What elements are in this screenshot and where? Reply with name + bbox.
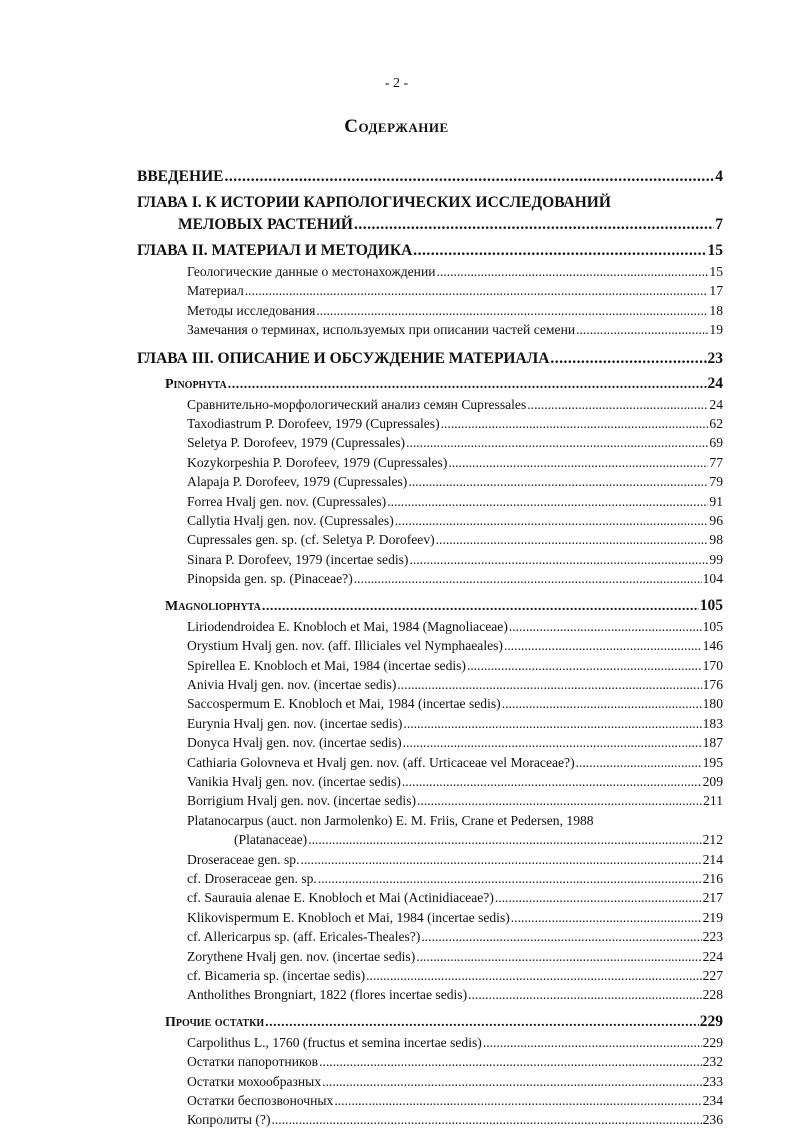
entry-label: ГЛАВА II. МАТЕРИАЛ И МЕТОДИКА [137,242,413,259]
entry-label: Carpolithus L., 1760 (fructus et semina incertae sedis) [187,1034,482,1050]
toc-subentry[interactable] [137,791,723,810]
dot-leader [527,395,708,414]
entry-label: Sinara P. Dorofeev, 1979 (incertae sedis) [187,551,409,567]
toc-subentry[interactable] [137,753,723,772]
entry-page: 229 [699,1012,723,1030]
entry-label: Liriodendroidea E. Knobloch et Mai, 1984 (Magnoliaceae) [187,618,508,634]
toc-subentry[interactable] [137,888,723,907]
dot-leader [366,966,701,985]
entry-page: 79 [709,474,723,490]
dot-leader [272,1110,702,1129]
entry-label: Замечания о терминах, используемых при описании частей семени [187,322,576,338]
entry-label: Pinophyta [165,376,227,392]
entry-label: Остатки беспозвоночных [187,1093,334,1109]
entry-label: Копролиты (?) [187,1112,271,1128]
toc-subentry[interactable] [137,1091,723,1110]
dot-leader [502,694,702,713]
dot-leader [354,214,714,236]
toc-subentry[interactable] [137,985,723,1004]
toc-entry-chapter-1[interactable] [137,192,723,236]
dot-leader [511,908,702,927]
dot-leader [322,1072,701,1091]
entry-label: Taxodiastrum P. Dorofeev, 1979 (Cupressales) [187,416,440,432]
page-title: Содержание [344,116,449,137]
dot-leader [550,348,706,370]
dot-leader [437,262,709,281]
page-number: - 2 - [384,76,409,91]
entry-page: 212 [702,832,723,848]
entry-label: cf. Saurauia alenae E. Knobloch et Mai (Actinidiaceae?) [187,890,494,906]
dot-leader [504,636,702,655]
entry-page: 233 [702,1073,723,1089]
entry-label: cf. Allericarpus sp. (aff. Ericales-Theales?) [187,929,421,945]
toc-subentry[interactable] [137,772,723,791]
entry-label: Cupressales gen. sp. (cf. Seletya P. Dorofeev) [187,532,435,548]
entry-page: 105 [699,596,723,614]
dot-leader [448,453,708,472]
entry-label: Donyca Hvalj gen. nov. (incertae sedis) [187,735,402,751]
toc-subentry[interactable] [137,869,723,888]
entry-page: 104 [702,571,723,587]
toc-subentry[interactable] [137,811,723,850]
toc-subentry[interactable] [137,1110,723,1129]
dot-leader [495,888,702,907]
dot-leader [468,985,701,1004]
toc-subentry[interactable] [137,714,723,733]
toc-subentry[interactable] [137,492,723,511]
toc-subentry[interactable] [137,320,723,339]
entry-page: 24 [709,396,723,412]
magnoliophyta-items [137,617,723,1005]
entry-page: 91 [709,493,723,509]
dot-leader [441,414,709,433]
dot-leader [228,375,707,395]
entry-label: Kozykorpeshia P. Dorofeev, 1979 (Cupressales) [187,454,448,470]
pinophyta-items [137,395,723,589]
toc-subentry[interactable] [137,733,723,752]
entry-label: Droseraceae gen. sp. [187,851,300,867]
entry-label: Magnoliophyta [165,598,261,614]
dot-leader [406,433,708,452]
entry-page: 69 [709,435,723,451]
entry-label: ГЛАВА III. ОПИСАНИЕ И ОБСУЖДЕНИЕ МАТЕРИАЛА [137,349,550,367]
toc-subentry[interactable] [137,927,723,946]
entry-label: ГЛАВА I. К ИСТОРИИ КАРПОЛОГИЧЕСКИХ ИССЛЕДОВАНИЙ [137,194,611,211]
dot-leader [334,1091,701,1110]
entry-page: 7 [715,216,723,233]
dot-leader [417,791,702,810]
toc-section-other[interactable] [137,1012,723,1033]
toc-subentry[interactable] [137,472,723,491]
dot-leader [245,281,709,300]
dot-leader [300,850,701,869]
entry-page: 105 [702,618,723,634]
toc-entry-chapter-3[interactable] [137,348,723,370]
dot-leader [402,772,702,791]
toc-subentry[interactable] [137,414,723,433]
entry-page: 219 [702,909,723,925]
toc-subentry[interactable] [137,453,723,472]
entry-label: Pinopsida gen. sp. (Pinaceae?) [187,571,353,587]
entry-label: ВВЕДЕНИЕ [137,168,224,185]
toc-subentry[interactable] [137,530,723,549]
dot-leader [509,617,702,636]
entry-label: Platanocarpus (auct. non Jarmolenko) E. M. Friis, Crane et Pedersen, 1988 [187,812,594,828]
entry-page: 209 [702,773,723,789]
entry-label: Zorythene Hvalj gen. nov. (incertae sedis) [187,948,416,964]
entry-page: 98 [709,532,723,548]
toc-subentry[interactable] [137,636,723,655]
entry-label: cf. Droseraceae gen. sp. [187,870,317,886]
entry-page: 187 [702,735,723,751]
toc-subentry[interactable] [137,966,723,985]
entry-label: Геологические данные о местонахождении [187,264,436,279]
entry-label: Klikovispermum E. Knobloch et Mai, 1984 (incertae sedis) [187,909,510,925]
entry-page: 99 [709,551,723,567]
entry-label: Материал [187,283,244,299]
entry-page: 24 [707,374,723,392]
dot-leader [409,550,708,569]
entry-label: Seletya P. Dorofeev, 1979 (Cupressales) [187,435,406,451]
dot-leader [224,166,714,188]
dot-leader [265,1013,699,1033]
dot-leader [319,1052,702,1071]
dot-leader [403,733,702,752]
dot-leader [421,927,701,946]
entry-label: Eurynia Hvalj gen. nov. (incertae sedis) [187,715,403,731]
dot-leader [308,830,701,849]
entry-label-cont: (Platanaceae) [234,832,308,848]
toc-subentry[interactable] [137,656,723,675]
entry-label: Spirellea E. Knobloch et Mai, 1984 (incertae sedis) [187,657,466,673]
entry-label-cont: МЕЛОВЫХ РАСТЕНИЙ [178,216,353,233]
entry-label: Orystium Hvalj gen. nov. (aff. Illiciales vel Nymphaeales) [187,638,503,654]
entry-label: Остатки мохообразных [187,1073,322,1089]
entry-page: 62 [709,416,723,432]
entry-label: Forrea Hvalj gen. nov. (Cupressales) [187,493,387,509]
entry-page: 180 [702,696,723,712]
entry-page: 195 [702,754,723,770]
toc-subentry[interactable] [137,433,723,452]
dot-leader [318,869,702,888]
entry-page: 18 [709,302,723,318]
dot-leader [416,947,701,966]
entry-label: Остатки папоротников [187,1054,319,1070]
entry-page: 217 [702,890,723,906]
entry-page: 216 [702,870,723,886]
dot-leader [483,1033,702,1052]
dot-leader [395,511,709,530]
entry-page: 17 [709,283,723,299]
entry-page: 96 [709,513,723,529]
entry-page: 227 [702,968,723,983]
dot-leader [576,320,708,339]
entry-label: Saccospermum E. Knobloch et Mai, 1984 (incertae sedis) [187,696,501,712]
toc-subentry[interactable] [137,301,723,320]
dot-leader [467,656,702,675]
toc-subentry[interactable] [137,617,723,636]
entry-label: Cathiaria Golovneva et Hvalj gen. nov. (aff. Urticaceae vel Moraceae?) [187,754,575,770]
entry-page: 19 [709,322,723,338]
entry-page: 77 [709,454,723,470]
dot-leader [436,530,709,549]
entry-page: 234 [702,1093,723,1109]
entry-page: 15 [707,242,723,259]
entry-label: Alapaja P. Dorofeev, 1979 (Cupressales) [187,474,408,490]
entry-label: Callytia Hvalj gen. nov. (Cupressales) [187,513,394,529]
table-of-contents [137,166,723,1130]
entry-page: 15 [709,264,723,279]
dot-leader [576,753,702,772]
dot-leader [316,301,708,320]
entry-label: Сравнительно-морфологический анализ семян Cupressales [187,396,527,412]
entry-page: 146 [702,638,723,654]
toc-subentry[interactable] [137,281,723,300]
entry-page: 223 [702,929,723,945]
entry-page: 176 [702,676,723,692]
entry-page: 211 [703,793,723,809]
entry-label: cf. Bicameria sp. (incertae sedis) [187,968,366,983]
toc-section-magnoliophyta[interactable] [137,596,723,617]
dot-leader [408,472,708,491]
toc-subentry[interactable] [137,1072,723,1091]
toc-subentry[interactable] [137,694,723,713]
entry-page: 224 [702,948,723,964]
toc-section-pinophyta[interactable] [137,374,723,395]
dot-leader [354,569,702,588]
entry-label: Borrigium Hvalj gen. nov. (incertae sedis) [187,793,417,809]
entry-label: Antholithes Brongniart, 1822 (flores incertae sedis) [187,987,468,1003]
entry-page: 4 [715,168,723,185]
dot-leader [413,240,706,262]
entry-page: 232 [702,1054,723,1070]
toc-subentry[interactable] [137,1052,723,1071]
toc-subentry[interactable] [137,1033,723,1052]
toc-subentry[interactable] [137,947,723,966]
dot-leader [403,714,701,733]
dot-leader [262,597,699,617]
entry-page: 228 [702,987,723,1003]
toc-subentry[interactable] [137,569,723,588]
dot-leader [387,492,708,511]
toc-entry-intro[interactable] [137,166,723,188]
other-items [137,1033,723,1130]
entry-page: 214 [702,851,723,867]
chapter-2-items [137,262,723,340]
entry-page: 236 [702,1112,723,1128]
entry-page: 183 [702,715,723,731]
entry-page: 229 [702,1034,723,1050]
toc-subentry[interactable] [137,395,723,414]
entry-page: 23 [707,349,723,367]
entry-label: Vanikia Hvalj gen. nov. (incertae sedis) [187,773,401,789]
toc-subentry[interactable] [137,908,723,927]
toc-subentry[interactable] [137,675,723,694]
toc-subentry[interactable] [137,262,723,281]
entry-label: Прочие остатки [165,1014,265,1030]
entry-label: Anivia Hvalj gen. nov. (incertae sedis) [187,676,397,692]
entry-page: 170 [702,657,723,673]
toc-entry-chapter-2[interactable] [137,240,723,262]
toc-subentry[interactable] [137,550,723,569]
entry-label: Методы исследования [187,302,316,318]
toc-subentry[interactable] [137,511,723,530]
toc-subentry[interactable] [137,850,723,869]
dot-leader [397,675,701,694]
